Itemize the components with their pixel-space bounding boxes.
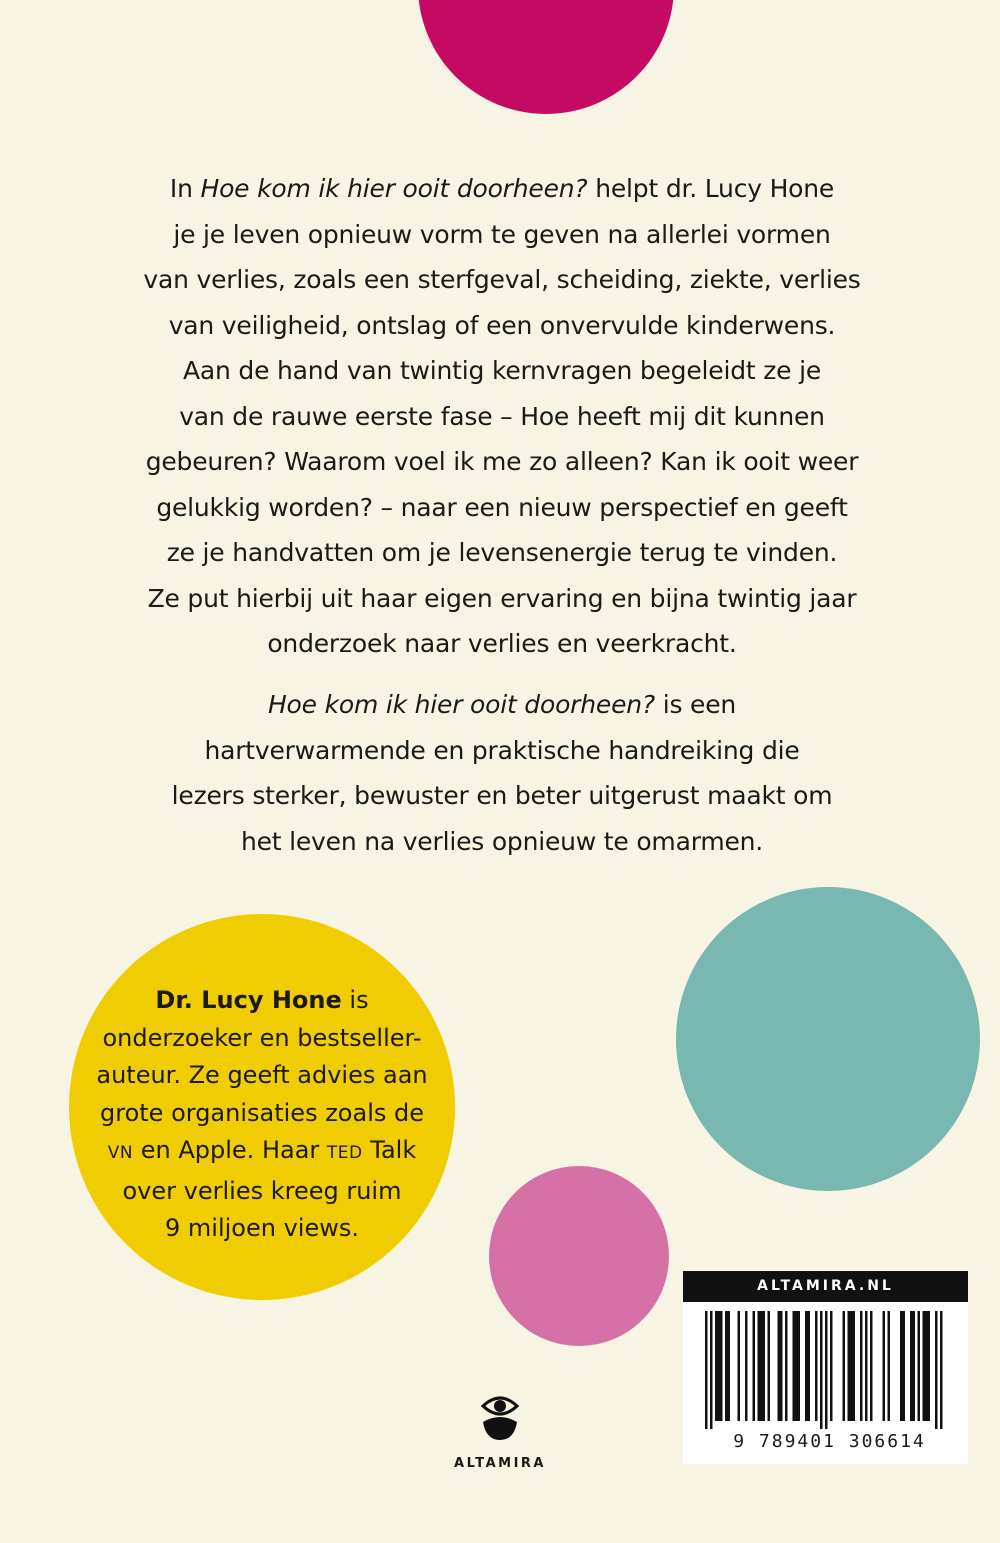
- barcode-bar: [940, 1311, 943, 1429]
- barcode-bar: [760, 1311, 763, 1421]
- decorative-circle-teal: [676, 887, 980, 1191]
- barcode-bar: [843, 1311, 846, 1421]
- barcode-bar: [883, 1311, 886, 1421]
- blurb-line: hartverwarmende en praktische handreiking die: [204, 735, 800, 765]
- barcode-bar: [738, 1311, 741, 1421]
- blurb-line: gelukkig worden? – naar een nieuw perspectief en geeft: [156, 492, 848, 522]
- book-title: Hoe kom ik hier ooit doorheen?: [267, 690, 655, 719]
- bio-line: 9 miljoen views.: [165, 1214, 359, 1242]
- barcode-bar: [830, 1311, 833, 1421]
- eye-icon: [480, 1392, 520, 1442]
- bio-line: onderzoeker en bestseller-: [102, 1023, 422, 1052]
- blurb-line: Aan de hand van twintig kernvragen begeleidt ze je: [183, 356, 821, 385]
- barcode-bar: [865, 1311, 868, 1421]
- barcode-bar: [918, 1311, 921, 1421]
- barcode-bar: [900, 1311, 903, 1421]
- blurb-line: lezers sterker, bewuster en beter uitgerust maakt om: [171, 781, 833, 810]
- barcode-bar: [715, 1311, 718, 1421]
- barcode-bar: [780, 1311, 783, 1421]
- bio-line: VN en Apple. Haar TED Talk: [107, 1136, 417, 1164]
- barcode-bar: [848, 1311, 851, 1421]
- publisher-logo: [452, 1392, 548, 1471]
- blurb-line: van verlies, zoals een sterfgeval, scheiding, ziekte, verlies: [143, 265, 861, 294]
- ted-abbreviation: TED: [326, 1143, 363, 1163]
- barcode-bar: [798, 1311, 801, 1421]
- barcode-bar: [805, 1311, 808, 1421]
- barcode-bar: [725, 1311, 728, 1421]
- barcode-bar: [860, 1311, 863, 1421]
- blurb-line: Ze put hierbij uit haar eigen ervaring en bijna twintig jaar: [147, 583, 857, 613]
- barcode-bar: [768, 1311, 771, 1421]
- barcode-bar: [850, 1311, 853, 1421]
- barcode-bar: [753, 1311, 756, 1421]
- barcode-bar: [903, 1311, 906, 1421]
- bio-line: grote organisaties zoals de: [100, 1098, 424, 1127]
- barcode-bar: [785, 1311, 788, 1421]
- blurb-line: ze je handvatten om je levensenergie terug te vinden.: [166, 538, 838, 567]
- barcode-graphic: [705, 1311, 951, 1429]
- blurb-line: In Hoe kom ik hier ooit doorheen? helpt dr. Lucy Hone: [169, 174, 835, 203]
- barcode-bar: [793, 1311, 796, 1421]
- author-bio: [69, 982, 455, 1248]
- book-title: Hoe kom ik hier ooit doorheen?: [200, 174, 588, 203]
- bio-line: Dr. Lucy Hone is: [155, 986, 369, 1014]
- barcode-bar: [923, 1311, 926, 1421]
- barcode-bar: [910, 1311, 913, 1421]
- blurb-line: gebeuren? Waarom voel ik me zo alleen? Kan ik ooit weer: [145, 447, 859, 476]
- blurb-line: het leven na verlies opnieuw te omarmen.: [240, 826, 764, 856]
- barcode-bar: [888, 1311, 891, 1421]
- author-name: Dr. Lucy Hone: [155, 986, 342, 1014]
- barcode-bar: [925, 1311, 928, 1421]
- decorative-circle-magenta: [418, 0, 674, 114]
- barcode-bar: [720, 1311, 723, 1421]
- barcode-bar: [718, 1311, 721, 1421]
- barcode-bar: [728, 1311, 731, 1421]
- barcode-bar: [745, 1311, 748, 1421]
- barcode-bar: [710, 1311, 713, 1429]
- barcode-bar: [778, 1311, 781, 1421]
- decorative-circle-pink: [489, 1166, 669, 1346]
- blurb-paragraph-2: [96, 682, 908, 864]
- barcode-bar: [705, 1311, 708, 1429]
- blurb-paragraph-1: [96, 166, 908, 667]
- publisher-name: ALTAMIRA: [454, 1456, 546, 1471]
- blurb-line: onderzoek naar verlies en veerkracht.: [267, 629, 737, 658]
- barcode-bar: [820, 1311, 823, 1429]
- barcode-bar: [913, 1311, 916, 1421]
- vn-abbreviation: VN: [107, 1143, 134, 1163]
- isbn-number: 9 789401 306614: [733, 1431, 926, 1452]
- barcode-bar: [853, 1311, 856, 1421]
- blurb-line: Hoe kom ik hier ooit doorheen? is een: [267, 690, 737, 719]
- barcode-bar: [795, 1311, 798, 1421]
- barcode-bar: [808, 1311, 811, 1421]
- bio-line: over verlies kreeg ruim: [122, 1176, 402, 1205]
- blurb-line: je je leven opnieuw vorm te geven na allerlei vormen: [173, 219, 831, 249]
- blurb-line: van veiligheid, ontslag of een onvervulde kinderwens.: [168, 310, 836, 340]
- barcode-bar: [825, 1311, 828, 1429]
- barcode-bar: [758, 1311, 761, 1421]
- barcode-bar: [935, 1311, 938, 1429]
- barcode-bar: [928, 1311, 931, 1421]
- blurb-line: van de rauwe eerste fase – Hoe heeft mij dit kunnen: [179, 401, 825, 431]
- barcode-bar: [815, 1311, 818, 1421]
- publisher-url: ALTAMIRA.NL: [683, 1271, 968, 1302]
- barcode-bar: [763, 1311, 766, 1421]
- barcode-panel: [683, 1271, 968, 1464]
- barcode-bar: [870, 1311, 873, 1421]
- bio-line: auteur. Ze geeft advies aan: [96, 1061, 428, 1089]
